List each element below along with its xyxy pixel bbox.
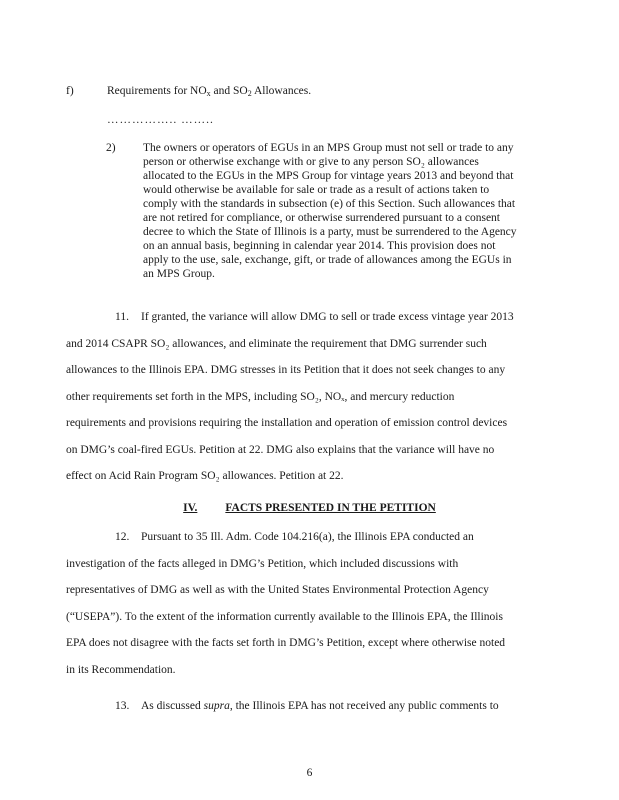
quote-line: are not retired for compliance, or otherwise surrendered pursuant to a consent bbox=[143, 212, 500, 225]
paragraph-line: Pursuant to 35 Ill. Adm. Code 104.216(a), the Illinois EPA conducted an bbox=[141, 531, 474, 543]
paragraph-12 bbox=[66, 530, 505, 689]
quote-line: The owners or operators of EGUs in an MPS Group must not sell or trade to any bbox=[143, 142, 514, 154]
section-heading-number: IV. bbox=[183, 502, 198, 514]
quote-line: allocated to the EGUs in the MPS Group for vintage years 2013 and beyond that bbox=[143, 170, 514, 183]
paragraph-line: (“USEPA”). To the extent of the information currently available to the Illinois EPA, the Illinois bbox=[66, 610, 503, 623]
section-f-label: f) bbox=[66, 85, 74, 97]
paragraph-line: in its Recommendation. bbox=[66, 663, 176, 676]
paragraph-line: EPA does not disagree with the facts set forth in DMG’s Petition, except where otherwise noted bbox=[66, 637, 506, 649]
quote-line: person or otherwise exchange with or give to any person SO₂ allowances bbox=[143, 156, 479, 169]
quote-line: decree to which the State of Illinois is a party, must be surrendered to the Agency bbox=[143, 226, 517, 239]
omission-ellipsis: …………….. …….. bbox=[107, 114, 214, 126]
paragraph-line: investigation of the facts alleged in DMG’s Petition, which included discussions with bbox=[66, 557, 459, 570]
quoted-regulation-text bbox=[143, 141, 543, 281]
paragraph-line: If granted, the variance will allow DMG to sell or trade excess vintage year 2013 bbox=[141, 311, 514, 323]
quote-line: apply to the use, sale, exchange, gift, or trade of allowances among the EGUs in bbox=[143, 254, 512, 267]
paragraph-13: 13. As discussed supra, the Illinois EPA has not received any public comments to bbox=[66, 699, 499, 726]
paragraph-line: other requirements set forth in the MPS, including SO₂, NOₓ, and mercury reduction bbox=[66, 390, 455, 403]
paragraph-number: 12. bbox=[115, 531, 130, 543]
subsection-number: 2) bbox=[106, 142, 116, 154]
section-f-title: Requirements for $NO_x$ and $SO_2$ Allowances. bbox=[107, 85, 312, 98]
section-heading-title: FACTS PRESENTED IN THE PETITION bbox=[225, 502, 436, 514]
paragraph-line: effect on Acid Rain Program SO₂ allowances. Petition at 22. bbox=[66, 470, 344, 482]
paragraph-number: 13. bbox=[115, 700, 130, 712]
paragraph-line: on DMG’s coal-fired EGUs. Petition at 22. DMG also explains that the variance will have no bbox=[66, 443, 495, 456]
paragraph-number: 11. bbox=[115, 311, 129, 323]
quote-line: on an annual basis, beginning in calendar year 2014. This provision does not bbox=[143, 240, 496, 253]
paragraph-line: and 2014 CSAPR SO₂ allowances, and eliminate the requirement that DMG surrender such bbox=[66, 337, 487, 350]
section-heading bbox=[0, 501, 619, 515]
italic-supra: supra bbox=[203, 700, 230, 712]
quote-line: an MPS Group. bbox=[143, 268, 215, 281]
paragraph-line: allowances to the Illinois EPA. DMG stresses in its Petition that it does not seek changes to any bbox=[66, 364, 506, 376]
page-number: 6 bbox=[306, 767, 313, 779]
quote-line: would otherwise be available for sale or trade as a result of actions taken to bbox=[143, 184, 490, 197]
paragraph-line: requirements and provisions requiring the installation and operation of emission control devices bbox=[66, 417, 508, 429]
paragraph-line: representatives of DMG as well as with the United States Environmental Protection Agency bbox=[66, 584, 489, 596]
paragraph-11 bbox=[66, 310, 514, 496]
quote-line: comply with the standards in subsection (e) of this Section. Such allowances that bbox=[143, 198, 516, 211]
